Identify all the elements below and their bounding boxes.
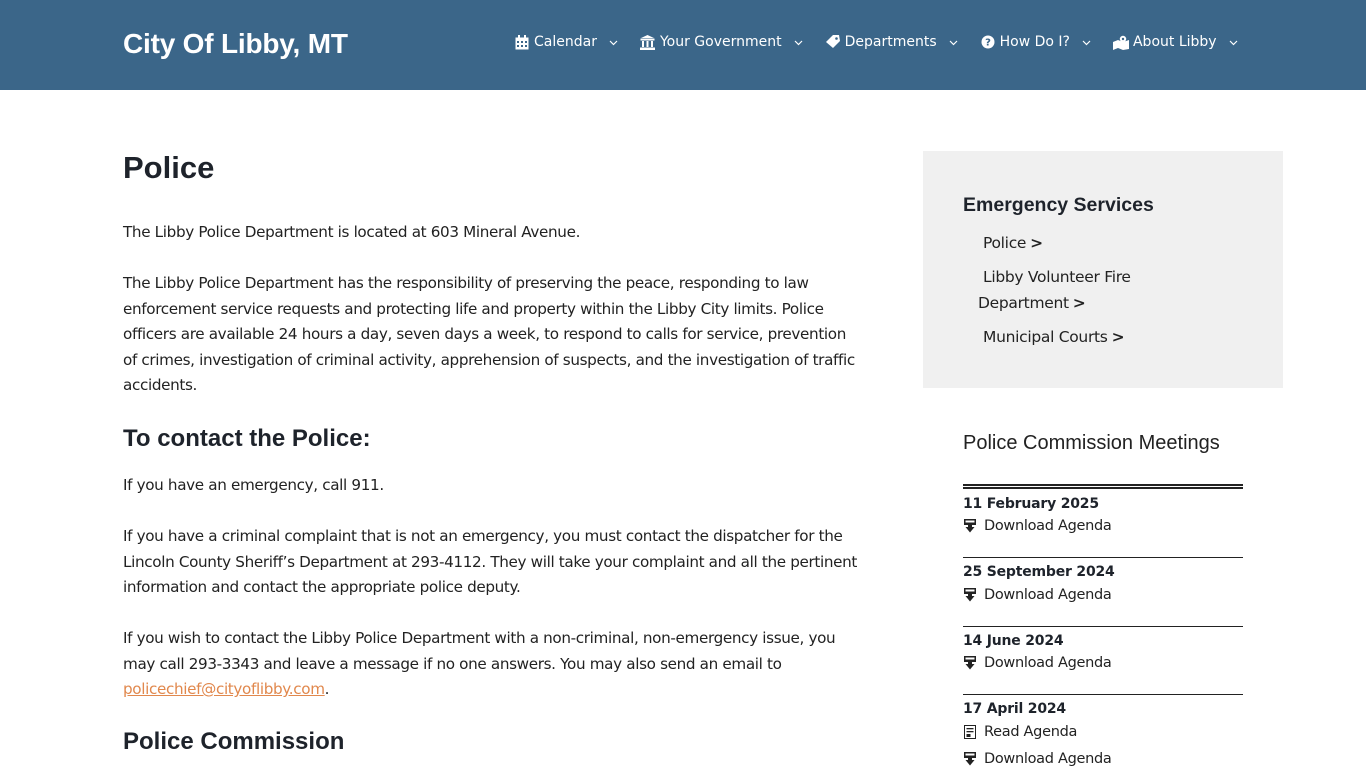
question-circle-icon — [980, 34, 996, 50]
contact-heading: To contact the Police: — [123, 425, 371, 452]
divider — [963, 557, 1243, 558]
chevron-down-icon — [1229, 38, 1238, 47]
nav-departments-label: Departments — [844, 34, 937, 50]
document-icon — [963, 725, 977, 739]
download-icon — [963, 519, 977, 533]
divider — [963, 694, 1243, 695]
sidebar-link-fire-department[interactable] — [978, 264, 1131, 316]
site-header — [0, 0, 1366, 90]
meeting-date: 25 September 2024 — [963, 564, 1115, 580]
nav-calendar-label: Calendar — [534, 34, 597, 50]
chevron-right-icon: > — [1030, 234, 1043, 252]
meetings-title: Police Commission Meetings — [963, 432, 1220, 454]
download-agenda-link[interactable] — [963, 655, 1112, 671]
sidebar-link-label: Municipal Courts — [983, 328, 1108, 346]
criminal-complaint-paragraph: If you have a criminal complaint that is not an emergency, you must contact the dispatcher for the Lincoln County Sheriff’s Department at 293-4112. They will take your complaint and all the pertinent information and contact the appropriate police deputy. — [123, 527, 858, 596]
main-nav — [514, 34, 1238, 50]
nav-calendar[interactable] — [514, 34, 618, 50]
nav-departments[interactable] — [825, 34, 958, 50]
site-title-link[interactable]: City Of Libby, MT — [123, 28, 348, 59]
chevron-down-icon — [794, 38, 803, 47]
meeting-date: 14 June 2024 — [963, 633, 1064, 649]
download-icon — [963, 752, 977, 766]
tags-icon — [825, 34, 841, 50]
chevron-down-icon — [1082, 38, 1091, 47]
download-icon — [963, 656, 977, 670]
download-agenda-link[interactable] — [963, 518, 1112, 534]
non-criminal-text: If you wish to contact the Libby Police Department with a non-criminal, non-emergency issue, you may call 293-3343 and leave a message if no one answers. You may also send an email to — [123, 629, 836, 673]
nav-how-do-i-label: How Do I? — [999, 34, 1070, 50]
chevron-down-icon — [949, 38, 958, 47]
responsibility-paragraph: The Libby Police Department has the responsibility of preserving the peace, responding to law enforcement service requests and protecting life and property within the Libby City limits. Police officers are available 24 hours a day, seven days a week, to respond to calls for service, prevention of crimes, investigation of criminal activity, apprehension of suspects, and the investigation of traffic accidents. — [123, 274, 855, 394]
download-agenda-link[interactable] — [963, 587, 1112, 603]
meeting-date: 11 February 2025 — [963, 496, 1099, 512]
divider — [963, 626, 1243, 627]
download-agenda-label: Download Agenda — [984, 751, 1112, 767]
nav-about-libby-label: About Libby — [1132, 34, 1217, 50]
nav-your-government[interactable] — [640, 34, 803, 50]
download-agenda-label: Download Agenda — [984, 655, 1112, 671]
sidebar-link-police[interactable] — [983, 230, 1043, 256]
email-link[interactable]: policechief@cityoflibby.com — [123, 680, 325, 698]
widget-title: Emergency Services — [963, 194, 1154, 216]
page-title: Police — [123, 150, 215, 185]
chevron-right-icon: > — [1111, 328, 1125, 346]
emergency-services-widget — [923, 151, 1283, 388]
emergency-paragraph: If you have an emergency, call 911. — [123, 476, 384, 494]
calendar-icon — [514, 34, 530, 50]
nav-about-libby[interactable] — [1113, 34, 1238, 50]
svg-text:?: ? — [984, 37, 991, 49]
commission-heading: Police Commission — [123, 728, 345, 755]
bank-icon — [640, 34, 656, 50]
read-agenda-link[interactable] — [963, 724, 1077, 740]
nav-your-government-label: Your Government — [659, 34, 782, 50]
nav-how-do-i[interactable] — [980, 34, 1091, 50]
intro-paragraph: The Libby Police Department is located at 603 Mineral Avenue. — [123, 223, 581, 241]
non-criminal-paragraph — [123, 626, 863, 703]
sidebar-link-label: Libby Volunteer Fire — [983, 268, 1131, 286]
download-agenda-label: Download Agenda — [984, 587, 1112, 603]
download-icon — [963, 588, 977, 602]
email-suffix: . — [324, 680, 330, 698]
map-marker-icon — [1113, 34, 1129, 50]
chevron-down-icon — [609, 38, 618, 47]
sidebar-link-municipal-courts[interactable] — [983, 324, 1124, 350]
chevron-right-icon: > — [1072, 294, 1086, 312]
download-agenda-label: Download Agenda — [984, 518, 1112, 534]
double-divider — [963, 484, 1243, 489]
sidebar-link-label: Police — [983, 234, 1027, 252]
read-agenda-label: Read Agenda — [984, 724, 1078, 740]
sidebar-link-label-cont: Department — [978, 294, 1069, 312]
download-agenda-link[interactable] — [963, 751, 1112, 767]
meeting-date: 17 April 2024 — [963, 701, 1066, 717]
